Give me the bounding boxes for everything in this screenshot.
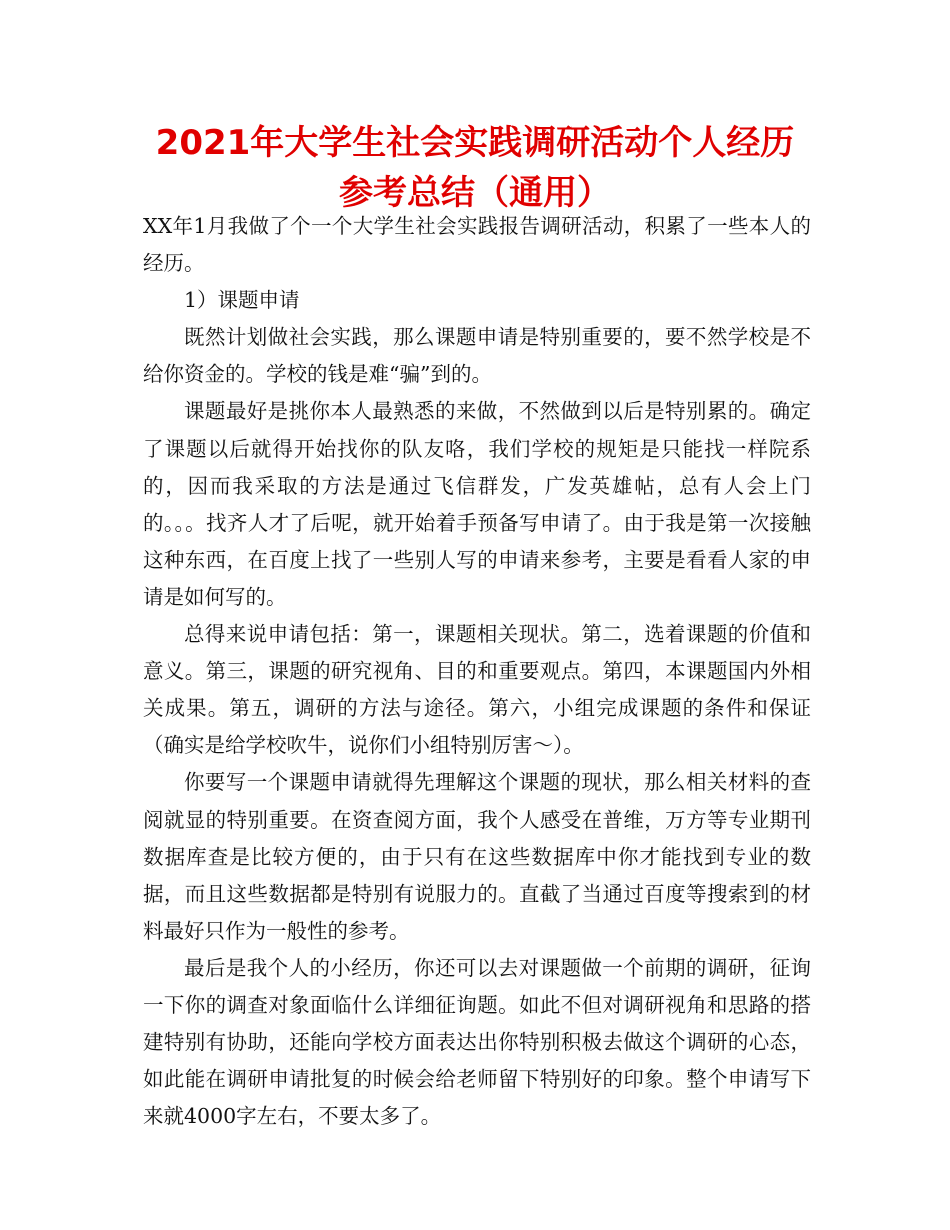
document-body (143, 208, 811, 1135)
paragraph: 你要写一个课题申请就得先理解这个课题的现状，那么相关材料的查阅就显的特别重要。在资查阅方面，我个人感受在普维，万方等专业期刊数据库查是比较方便的，由于只有在这些数据库中你才能找到专业的数据，而且这些数据都是特别有说服力的。直截了当通过百度等搜索到的材料最好只作为一般性的参考。 (143, 770, 811, 943)
paragraph: 总得来说申请包括：第一，课题相关现状。第二，选着课题的价值和意义。第三，课题的研究视角、目的和重要观点。第四，本课题国内外相关成果。第五，调研的方法与途径。第六，小组完成课题的条件和保证（确实是给学校吹牛，说你们小组特别厉害～）。 (143, 622, 811, 758)
paragraph: 既然计划做社会实践，那么课题申请是特别重要的，要不然学校是不给你资金的。学校的钱是难“骗”到的。 (143, 325, 811, 387)
paragraph: 课题最好是挑你本人最熟悉的来做，不然做到以后是特别累的。确定了课题以后就得开始找你的队友咯，我们学校的规矩是只能找一样院系的，因而我采取的方法是通过飞信群发，广发英雄帖，总有人会上门的。。。找齐人才了后呢，就开始着手预备写申请了。由于我是第一次接触这种东西，在百度上找了一些别人写的申请来参考，主要是看看人家的申请是如何写的。 (143, 399, 811, 609)
section-heading-topic-application: 1）课题申请 (184, 288, 300, 313)
document-title: 2021年大学生社会实践调研活动个人经历参考总结（通用） (155, 123, 795, 213)
paragraph-intro: XX年1月我做了个一个大学生社会实践报告调研活动，积累了一些本人的经历。 (143, 214, 811, 276)
paragraph: 最后是我个人的小经历，你还可以去对课题做一个前期的调研，征询一下你的调查对象面临什么详细征询题。如此不但对调研视角和思路的搭建特别有协助，还能向学校方面表达出你特别积极去做这个调研的心态，如此能在调研申请批复的时候会给老师留下特别好的印象。整个申请写下来就4000字左右，不要太多了。 (143, 955, 811, 1129)
